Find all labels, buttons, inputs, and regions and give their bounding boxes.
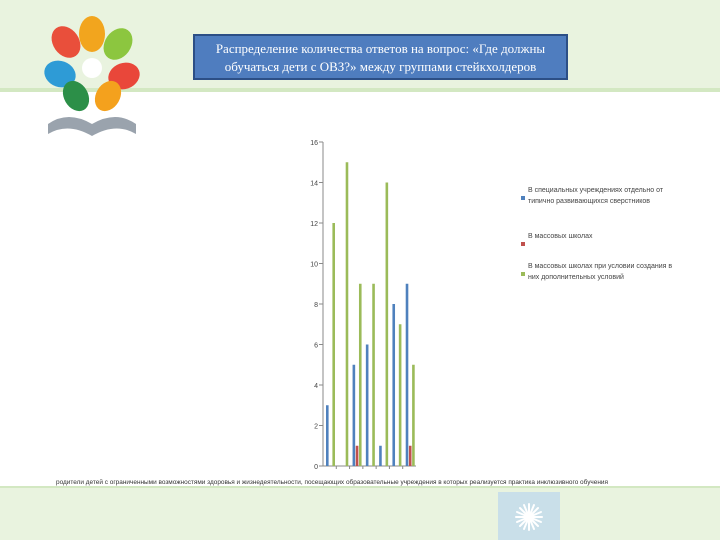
slide-title-line-1: Распределение количества ответов на вопрос: «Где должны [215,41,546,56]
legend-swatch-2 [521,242,525,246]
y-tick-label: 4 [314,383,318,390]
slide-title-line-2: обучаться дети с ОВЗ?» между группами стейкхолдеров [224,59,537,74]
y-tick-label: 14 [310,180,318,188]
x-axis-label: родители детей с ограниченными возможностями здоровья и жизнедеятельности, посещающих образовательные учреждения в которых реализуется практика инклюзивного обучения [56,479,608,486]
bar-1-5 [379,446,382,466]
bar-2-7 [409,446,412,466]
legend-label-3: В массовых школах при условии создания в [528,263,673,270]
y-tick-label: 0 [314,464,318,471]
bar-3-7 [412,365,415,466]
bar-1-1 [326,405,329,466]
bar-2-3 [356,446,359,466]
legend-swatch-3 [521,272,525,276]
bar-1-7 [406,284,409,466]
y-tick-label: 8 [314,302,318,309]
bar-3-3 [359,284,362,466]
bar-1-4 [366,345,369,467]
y-tick-label: 6 [314,342,318,350]
bar-3-5 [386,183,389,467]
legend-swatch-1 [521,196,525,200]
y-tick-label: 12 [310,221,318,228]
legend-label-1: В специальных учреждениях отдельно от [528,187,664,194]
y-tick-label: 2 [314,423,318,431]
bar-1-3 [353,365,356,466]
y-tick-label: 10 [310,261,318,269]
bar-3-1 [332,223,335,466]
legend-label-2: В массовых школах [528,233,593,240]
legend-label-1: типично развивающихся сверстников [528,198,650,205]
bar-3-4 [372,284,375,466]
legend-label-3: них дополнительных условий [528,274,624,281]
bar-1-6 [392,304,395,466]
bar-3-2 [346,162,349,466]
bar-3-6 [399,324,402,466]
y-tick-label: 16 [310,140,318,147]
